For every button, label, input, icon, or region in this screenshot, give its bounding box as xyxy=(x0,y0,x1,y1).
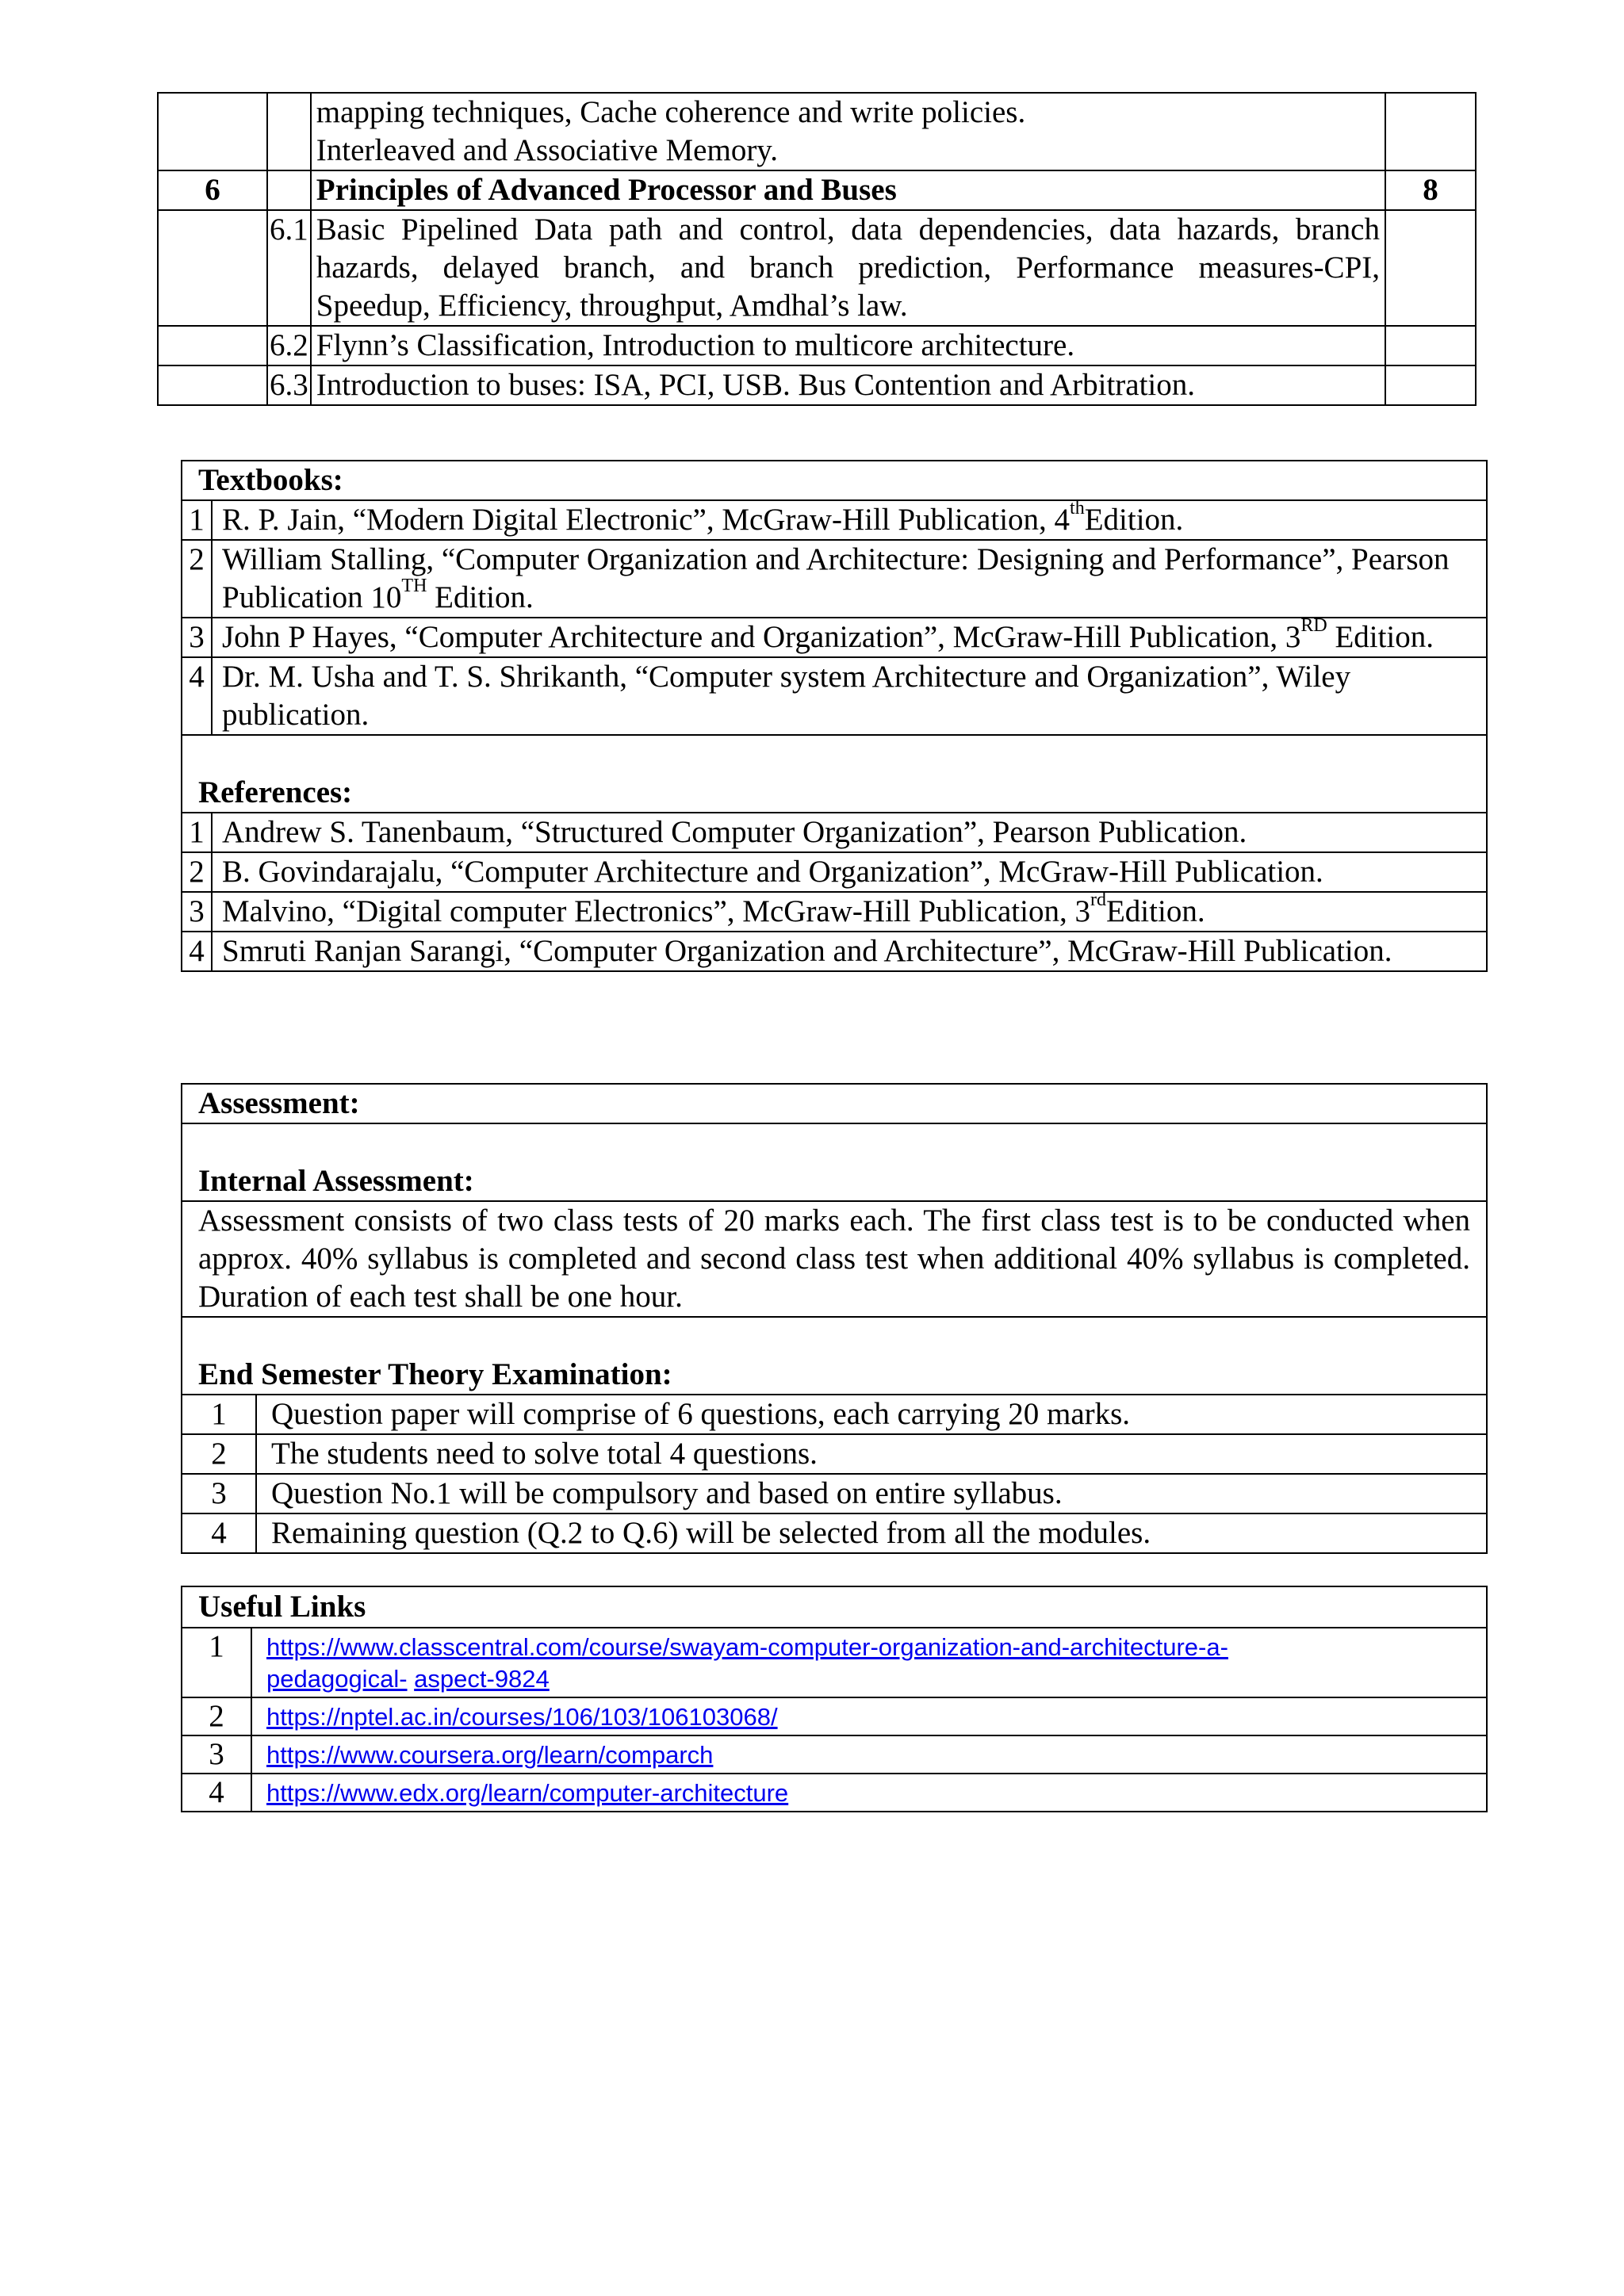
sub-item-text: Basic Pipelined Data path and control, data dependencies, data hazards, branch hazards, delayed branch, and branch prediction, Performance measures-CPI, Speedup, Efficiency, throughput, Amdhal’s law. xyxy=(311,210,1385,326)
link-row xyxy=(182,1735,1487,1774)
useful-links-table xyxy=(181,1586,1488,1812)
textbook-entry: R. P. Jain, “Modern Digital Electronic”, McGraw-Hill Publication, 4thEdition. xyxy=(212,500,1487,540)
link-coursera[interactable]: https://www.coursera.org/learn/comparch xyxy=(266,1741,714,1769)
sub-item-row xyxy=(158,365,1476,405)
textbook-number: 4 xyxy=(182,657,212,735)
reference-number: 2 xyxy=(182,852,212,892)
textbook-entry: Dr. M. Usha and T. S. Shrikanth, “Computer system Architecture and Organization”, Wiley publication. xyxy=(212,657,1487,735)
module-number-cell xyxy=(158,93,267,170)
reference-entry: Smruti Ranjan Sarangi, “Computer Organization and Architecture”, McGraw-Hill Publication. xyxy=(212,932,1487,971)
end-sem-text: The students need to solve total 4 questions. xyxy=(256,1434,1487,1474)
link-cell xyxy=(251,1774,1487,1812)
references-heading-cell xyxy=(182,735,1487,813)
link-number: 4 xyxy=(182,1774,251,1812)
module-number-cell xyxy=(158,210,267,326)
spacer xyxy=(198,1124,1470,1162)
textbook-number: 1 xyxy=(182,500,212,540)
sub-item-row xyxy=(158,210,1476,326)
textbooks-heading-row xyxy=(182,461,1487,500)
reference-entry: Malvino, “Digital computer Electronics”, McGraw-Hill Publication, 3rdEdition. xyxy=(212,892,1487,932)
end-sem-heading-cell xyxy=(182,1317,1487,1395)
reference-entry: B. Govindarajalu, “Computer Architecture and Organization”, McGraw-Hill Publication. xyxy=(212,852,1487,892)
reference-number: 1 xyxy=(182,813,212,852)
module-number-cell xyxy=(158,365,267,405)
sub-item-id: 6.3 xyxy=(267,365,311,405)
textbook-row xyxy=(182,618,1487,657)
end-sem-number: 1 xyxy=(182,1395,256,1434)
link-nptel[interactable]: https://nptel.ac.in/courses/106/103/106103068/ xyxy=(266,1703,778,1731)
internal-text-row xyxy=(182,1201,1487,1317)
sub-item-id: 6.1 xyxy=(267,210,311,326)
internal-assessment-text: Assessment consists of two class tests of 20 marks each. The first class test is to be conducted when approx. 40% syllabus is completed and second class test when additional 40% syllabus is completed. Duration of each test shall be one hour. xyxy=(182,1201,1487,1317)
textbooks-heading: Textbooks: xyxy=(182,461,1487,500)
sub-item-text: Introduction to buses: ISA, PCI, USB. Bus Contention and Arbitration. xyxy=(311,365,1385,405)
references-heading-row xyxy=(182,735,1487,813)
end-sem-text: Question paper will comprise of 6 questions, each carrying 20 marks. xyxy=(256,1395,1487,1434)
link-row xyxy=(182,1774,1487,1812)
link-row xyxy=(182,1697,1487,1735)
sub-item-text: Flynn’s Classification, Introduction to multicore architecture. xyxy=(311,326,1385,365)
link-edx[interactable]: https://www.edx.org/learn/computer-architecture xyxy=(266,1779,789,1807)
books-table xyxy=(181,460,1488,972)
link-cell xyxy=(251,1628,1487,1697)
module-table xyxy=(157,92,1477,406)
textbook-row xyxy=(182,500,1487,540)
module-content-cell xyxy=(311,93,1385,170)
assessment-heading: Assessment: xyxy=(182,1084,1487,1123)
end-sem-number: 2 xyxy=(182,1434,256,1474)
end-sem-text: Remaining question (Q.2 to Q.6) will be selected from all the modules. xyxy=(256,1513,1487,1553)
sub-item-id: 6.2 xyxy=(267,326,311,365)
module-number: 6 xyxy=(158,170,267,210)
module-continuation-row xyxy=(158,93,1476,170)
end-sem-row xyxy=(182,1474,1487,1513)
continuation-line-1: mapping techniques, Cache coherence and write policies. xyxy=(316,95,1026,129)
end-semester-heading: End Semester Theory Examination: xyxy=(198,1357,672,1391)
end-sem-heading-row xyxy=(182,1317,1487,1395)
internal-assessment-heading: Internal Assessment: xyxy=(198,1164,474,1198)
link-classcentral[interactable]: https://www.classcentral.com/course/swayam-computer-organization-and-architecture-a- xyxy=(266,1633,1228,1661)
sub-item-row xyxy=(158,326,1476,365)
end-sem-text: Question No.1 will be compulsory and based on entire syllabus. xyxy=(256,1474,1487,1513)
reference-row xyxy=(182,932,1487,971)
references-heading: References: xyxy=(198,775,353,809)
continuation-line-2: Interleaved and Associative Memory. xyxy=(316,133,779,167)
module-hours: 8 xyxy=(1385,170,1476,210)
link-cell xyxy=(251,1735,1487,1774)
textbook-number: 3 xyxy=(182,618,212,657)
reference-number: 3 xyxy=(182,892,212,932)
end-sem-number: 4 xyxy=(182,1513,256,1553)
textbook-row xyxy=(182,540,1487,618)
end-sem-number: 3 xyxy=(182,1474,256,1513)
sub-number-cell xyxy=(267,93,311,170)
textbook-row xyxy=(182,657,1487,735)
sub-number-cell xyxy=(267,170,311,210)
link-number: 2 xyxy=(182,1697,251,1735)
useful-links-heading: Useful Links xyxy=(182,1586,1487,1628)
link-classcentral-part-3[interactable]: aspect-9824 xyxy=(414,1665,550,1693)
link-number: 3 xyxy=(182,1735,251,1774)
reference-row xyxy=(182,892,1487,932)
link-cell xyxy=(251,1697,1487,1735)
reference-row xyxy=(182,852,1487,892)
assessment-table xyxy=(181,1083,1488,1554)
link-classcentral-part-2[interactable]: pedagogical- xyxy=(266,1665,408,1693)
module-heading-row xyxy=(158,170,1476,210)
assessment-heading-row xyxy=(182,1084,1487,1123)
module-number-cell xyxy=(158,326,267,365)
end-sem-row xyxy=(182,1395,1487,1434)
spacer xyxy=(198,1318,1470,1356)
spacer xyxy=(198,736,1470,774)
textbook-number: 2 xyxy=(182,540,212,618)
reference-number: 4 xyxy=(182,932,212,971)
link-row xyxy=(182,1628,1487,1697)
end-sem-row xyxy=(182,1434,1487,1474)
module-title: Principles of Advanced Processor and Buses xyxy=(311,170,1385,210)
link-number: 1 xyxy=(182,1628,251,1697)
reference-entry: Andrew S. Tanenbaum, “Structured Computer Organization”, Pearson Publication. xyxy=(212,813,1487,852)
textbook-entry: John P Hayes, “Computer Architecture and Organization”, McGraw-Hill Publication, 3RD Edition. xyxy=(212,618,1487,657)
reference-row xyxy=(182,813,1487,852)
internal-heading-cell xyxy=(182,1123,1487,1201)
hours-cell xyxy=(1385,210,1476,326)
hours-cell xyxy=(1385,365,1476,405)
hours-cell xyxy=(1385,326,1476,365)
internal-heading-row xyxy=(182,1123,1487,1201)
links-heading-row xyxy=(182,1586,1487,1628)
hours-cell xyxy=(1385,93,1476,170)
textbook-entry: William Stalling, “Computer Organization and Architecture: Designing and Performance”, Pearson Publication 10TH Edition. xyxy=(212,540,1487,618)
end-sem-row xyxy=(182,1513,1487,1553)
